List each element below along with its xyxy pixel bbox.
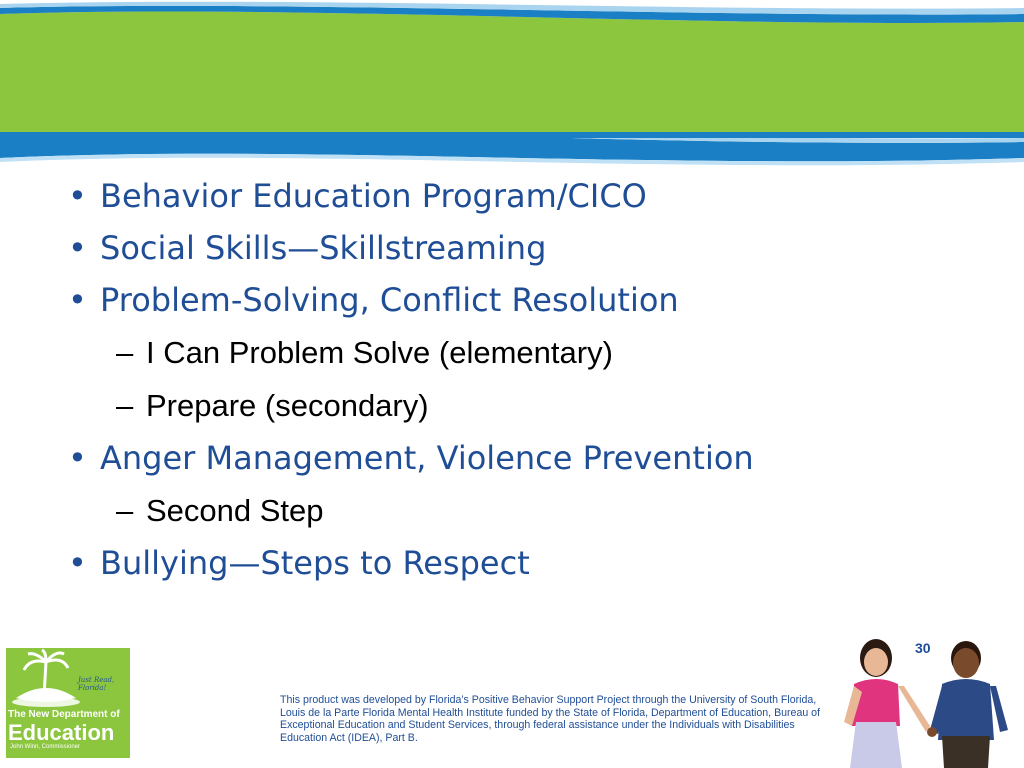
sub-bullet-text: Prepare (secondary) (146, 388, 429, 423)
bullet-text: Social Skills—Skillstreaming (100, 229, 547, 267)
doe-tagline: Just Read, Florida! (78, 676, 115, 692)
page-number: 30 (915, 640, 931, 656)
sub-bullet-item (68, 326, 1008, 379)
footer-band (0, 0, 1024, 138)
usf-subtitle-2: SOUTH FLORIDA (156, 735, 248, 747)
bullet-item (68, 274, 1008, 326)
usf-subtitle-1: UNIVERSITY OF (158, 720, 246, 732)
usf-logo-text: USF (165, 669, 239, 714)
bullet-item (68, 170, 1008, 222)
funding-disclaimer: This product was developed by Florida’s Positive Behavior Support Project through the University of South Florida, Louis de la Parte Florida Mental Health Institute funded by the State of Florida, Department of Education, Bureau of Exceptional Education and Student Services, through federal assistance under the Individuals with Disabilities Education Act (IDEA), Part B. (280, 694, 821, 744)
bullet-text: Anger Management, Violence Prevention (100, 439, 754, 477)
bullet-list (68, 170, 1008, 589)
sub-bullet-item (68, 484, 1008, 537)
sub-bullet-text: Second Step (146, 493, 324, 528)
sub-bullet-item (68, 379, 1008, 432)
bullet-marker: • (68, 544, 87, 582)
bullet-item (68, 432, 1008, 484)
bullet-text: Bullying—Steps to Respect (100, 544, 530, 582)
doe-line2: Education (8, 720, 115, 745)
sub-bullet-marker: – (116, 493, 134, 528)
bullet-text: Problem-Solving, Conflict Resolution (100, 281, 679, 319)
bullet-item (68, 222, 1008, 274)
bullet-marker: • (68, 281, 87, 319)
bullet-marker: • (68, 439, 87, 477)
bullet-marker: • (68, 177, 87, 215)
doe-line3: John Winn, Commissioner (10, 744, 81, 750)
doe-line1: The New Department of (8, 709, 120, 720)
sub-bullet-marker: – (116, 335, 134, 370)
children-photo (838, 636, 1018, 768)
bullet-text: Behavior Education Program/CICO (100, 177, 647, 215)
sub-bullet-marker: – (116, 388, 134, 423)
sub-bullet-text: I Can Problem Solve (elementary) (146, 335, 613, 370)
bullet-marker: • (68, 229, 87, 267)
bullet-item (68, 537, 1008, 589)
